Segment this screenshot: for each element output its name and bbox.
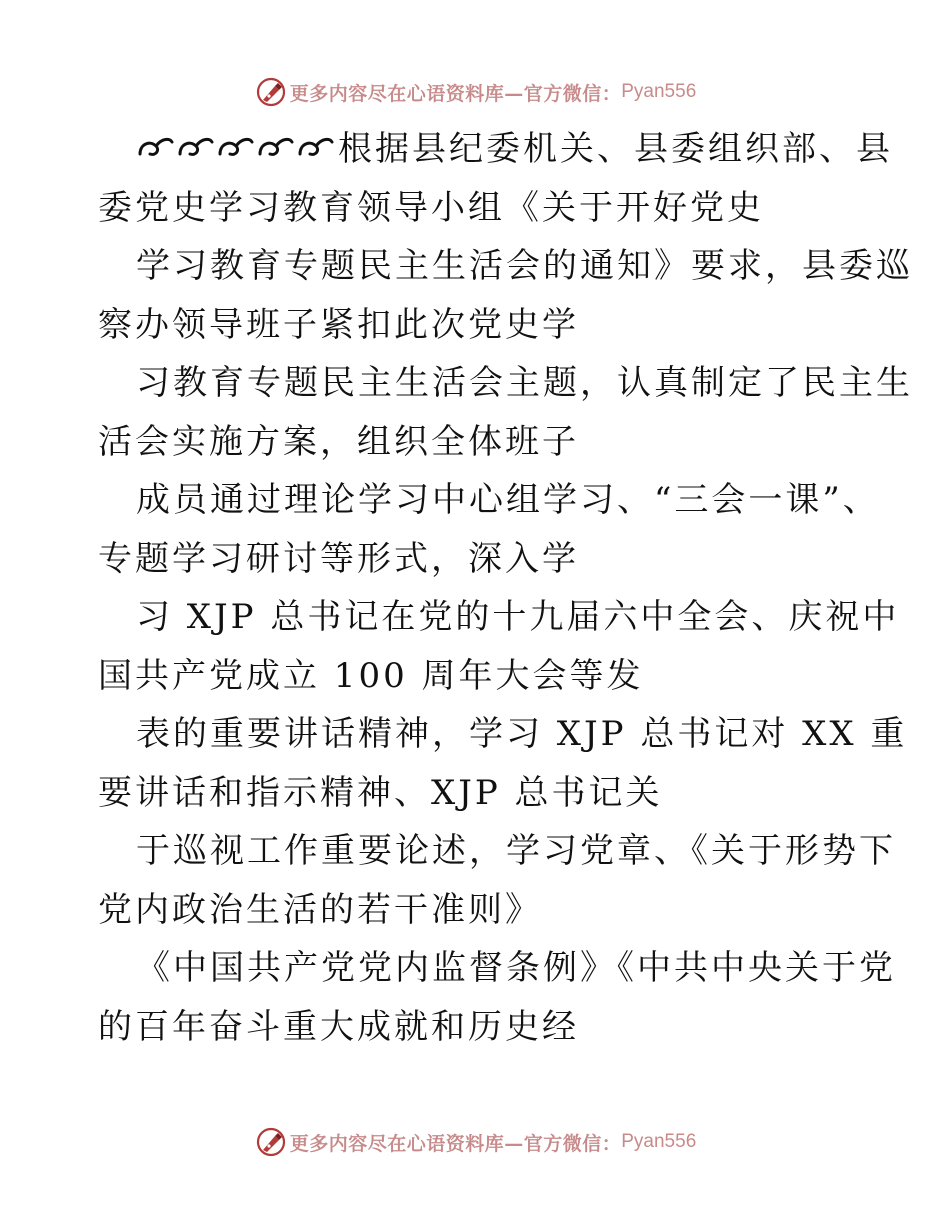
- paragraph-line: 成员通过理论学习中心组学习、“三会一课”、: [136, 480, 880, 520]
- paragraph-line: 《中国共产党党内监督条例》《中共中央关于党: [136, 948, 896, 988]
- paragraph-line: 活会实施方案，组织全体班子: [98, 421, 579, 462]
- paragraph-line: 表的重要讲话精神，学习 XJP 总书记对 XX 重: [136, 714, 908, 754]
- watermark-wechat-id: Pyan556: [621, 1131, 697, 1152]
- paragraph-line: 察办领导班子紧扣此次党史学: [98, 304, 579, 345]
- watermark-text: 更多内容尽在心语资料库—官方微信：: [289, 1132, 622, 1155]
- paragraph-line: 国共产党成立 100 周年大会等发: [98, 655, 644, 696]
- pen-nib-logo-icon: [254, 75, 288, 109]
- paragraph-line: 专题学习研讨等形式，深入学: [98, 538, 579, 579]
- paragraph-line: 党内政治生活的若干准则》: [98, 889, 542, 930]
- paragraph-line: 要讲话和指示精神、XJP 总书记关: [98, 772, 663, 813]
- document-body: [98, 120, 913, 1056]
- watermark-text: 更多内容尽在心语资料库—官方微信：: [289, 82, 622, 105]
- leaf-ornament-icon: [136, 132, 336, 162]
- paragraph-line: 习教育专题民主生活会主题，认真制定了民主生: [136, 363, 913, 403]
- paragraph-line: 委党史学习教育领导小组《关于开好党史: [98, 187, 764, 228]
- footer-watermark: [0, 1122, 950, 1162]
- paragraph-line: [98, 120, 893, 179]
- paragraph-line: 学习教育专题民主生活会的通知》要求，县委巡: [136, 246, 913, 286]
- body-line-text: 根据县纪委机关、县委组织部、县: [338, 129, 893, 169]
- paragraph-line: 的百年奋斗重大成就和历史经: [98, 1006, 579, 1047]
- watermark-wechat-id: Pyan556: [621, 81, 697, 102]
- paragraph-line: 于巡视工作重要论述，学习党章、《关于形势下: [136, 831, 896, 871]
- pen-nib-logo-icon: [254, 1125, 288, 1159]
- header-watermark: [0, 72, 950, 112]
- paragraph-line: 习 XJP 总书记在党的十九届六中全会、庆祝中: [136, 597, 900, 637]
